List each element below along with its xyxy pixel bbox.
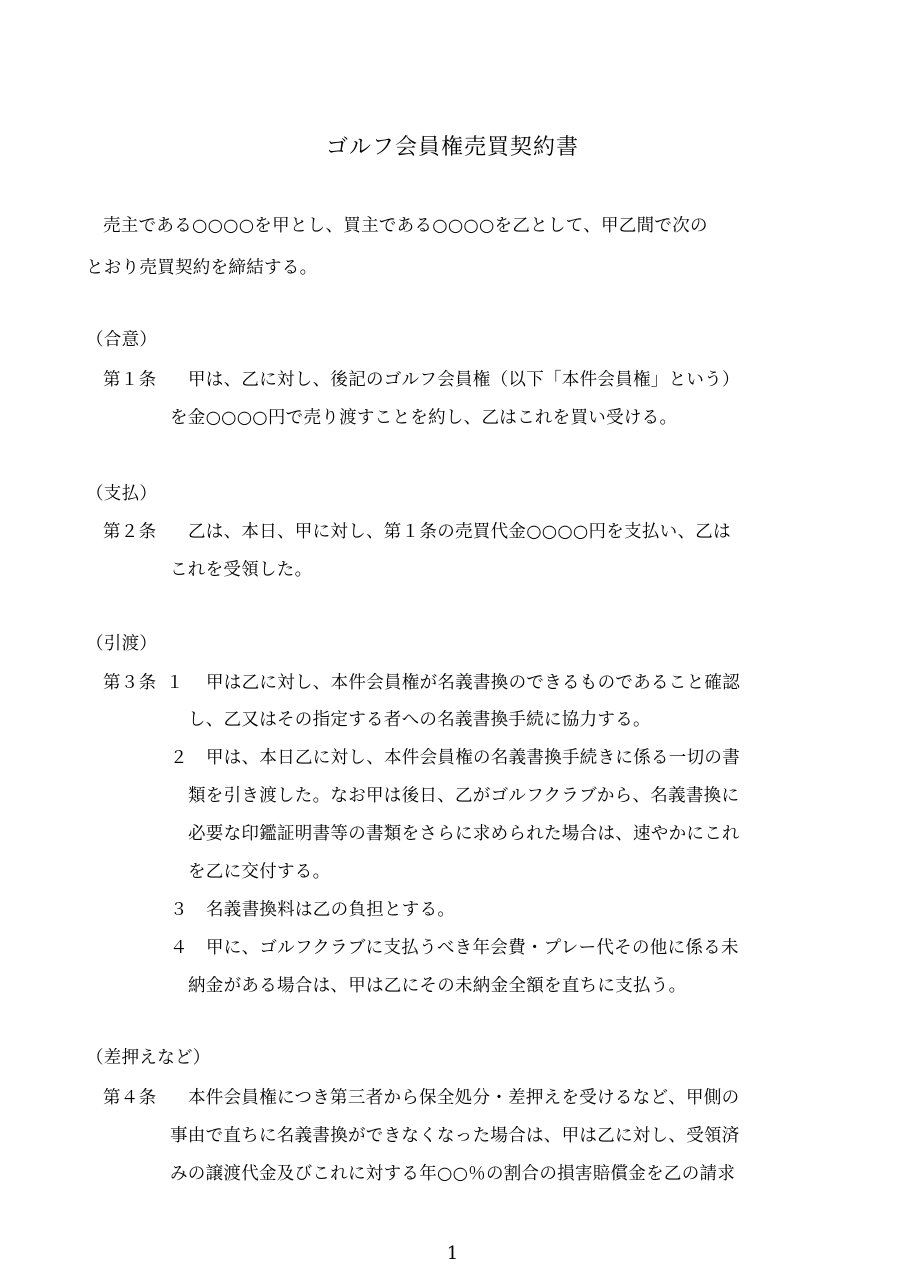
article-3-paragraph-4-line-2: 納金がある場合は、甲は乙にその未納金全額を直ちに支払う。: [188, 976, 687, 996]
article-3-paragraph-2-line-1: 甲は、本日乙に対し、本件会員権の名義書換手続きに係る一切の書: [206, 748, 740, 768]
article-1-heading: （合意）: [86, 330, 158, 350]
article-2-number: 第２条: [103, 522, 157, 542]
page-number: 1: [446, 1243, 459, 1264]
article-3-paragraph-1-line-2: し、乙又はその指定する者への名義書換手続に協力する。: [188, 710, 651, 730]
article-3-paragraph-4-line-1: 甲に、ゴルフクラブに支払うべき年会費・プレー代その他に係る未: [206, 938, 739, 958]
article-1-line-2: を金○○○○円で売り渡すことを約し、乙はこれを買い受ける。: [170, 408, 678, 428]
article-3-paragraph-2-line-4: を乙に交付する。: [188, 862, 331, 882]
document-title: ゴルフ会員権売買契約書: [325, 135, 579, 160]
article-3-number: 第３条: [103, 673, 157, 693]
article-2-line-1: 乙は、本日、甲に対し、第１条の売買代金○○○○円を支払い、乙は: [188, 522, 731, 542]
article-1-line-1: 甲は、乙に対し、後記のゴルフ会員権（以下「本件会員権」という）: [188, 370, 740, 390]
article-2-line-2: これを受領した。: [170, 560, 313, 580]
article-4-line-2: 事由で直ちに名義書換ができなくなった場合は、甲は乙に対し、受領済: [170, 1126, 740, 1146]
preamble-line-1: 売主である○○○○を甲とし、買主である○○○○を乙として、甲乙間で次の: [103, 216, 708, 236]
article-2-heading: （支払）: [86, 484, 158, 504]
article-3-paragraph-3-number: ３: [170, 900, 188, 920]
article-3-paragraph-3-line-1: 名義書換料は乙の負担とする。: [206, 900, 456, 920]
article-3-paragraph-2-line-2: 類を引き渡した。なお甲は後日、乙がゴルフクラブから、名義書換に: [188, 786, 740, 806]
article-3-paragraph-1-number: １: [166, 673, 184, 693]
article-4-line-3: みの譲渡代金及びこれに対する年○○％の割合の損害賠償金を乙の請求: [170, 1164, 736, 1184]
article-3-heading: （引渡）: [86, 634, 158, 654]
article-1-number: 第１条: [103, 370, 157, 390]
article-3-paragraph-2-number: ２: [170, 748, 188, 768]
article-4-line-1: 本件会員権につき第三者から保全処分・差押えを受けるなど、甲側の: [188, 1088, 740, 1108]
article-4-number: 第４条: [103, 1088, 157, 1108]
article-3-paragraph-1-line-1: 甲は乙に対し、本件会員権が名義書換のできるものであること確認: [206, 673, 740, 693]
article-3-paragraph-4-number: ４: [170, 938, 188, 958]
preamble-line-2: とおり売買契約を締結する。: [86, 258, 318, 278]
article-3-paragraph-2-line-3: 必要な印鑑証明書等の書類をさらに求められた場合は、速やかにこれ: [188, 824, 740, 844]
article-4-heading: （差押えなど）: [86, 1048, 211, 1068]
